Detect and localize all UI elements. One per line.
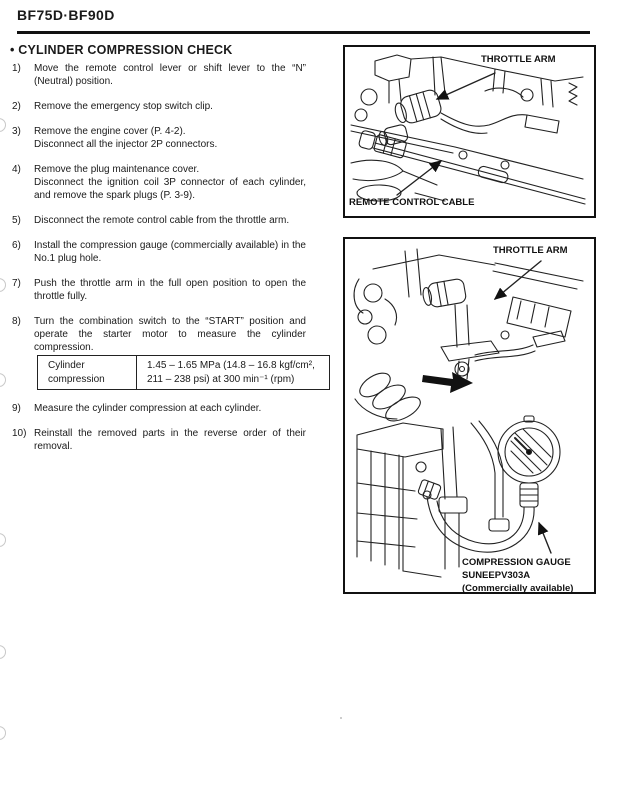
- gauge-label-line: SUNEEPV303A: [462, 570, 531, 581]
- label-arrow: [437, 73, 495, 99]
- throttle-arm-label: THROTTLE ARM: [481, 54, 556, 65]
- binder-hole-mark: [0, 278, 6, 292]
- step-text: Install the compression gauge (commercially available) in the No.1 plug hole.: [34, 240, 306, 264]
- binder-hole-mark: [0, 373, 6, 387]
- step-number: 5): [12, 215, 21, 226]
- step-text: Remove the engine cover (P. 4-2).: [34, 126, 186, 137]
- step-text: Remove the emergency stop switch clip.: [34, 101, 213, 112]
- step-number: 10): [12, 428, 27, 439]
- section-title: [10, 44, 306, 57]
- step-number: 3): [12, 126, 21, 137]
- hand-drawing: [355, 368, 424, 426]
- binder-hole-mark: [0, 726, 6, 740]
- remote-control-cable-label: REMOTE CONTROL CABLE: [349, 197, 475, 208]
- header-rule: [17, 31, 590, 34]
- step-8: [10, 315, 306, 354]
- compression-gauge-label: [462, 556, 573, 595]
- step-text: Remove the plug maintenance cover.: [34, 164, 200, 175]
- remote-control-cable-drawing: [358, 130, 585, 204]
- step-number: 6): [12, 240, 21, 251]
- step-number: 9): [12, 403, 21, 414]
- spec-value-cell: [137, 356, 330, 390]
- gauge-label-line: COMPRESSION GAUGE: [462, 557, 571, 568]
- step-5: [10, 214, 306, 227]
- table-row: [38, 356, 330, 390]
- binder-hole-mark: [0, 533, 6, 547]
- step-text: Disconnect all the injector 2P connectors.: [34, 139, 218, 150]
- step-10: [10, 427, 306, 453]
- step-text: Reinstall the removed parts in the reverse order of their removal.: [34, 428, 306, 452]
- compression-spec-table: [37, 355, 330, 390]
- compression-gauge-drawing: [418, 416, 560, 552]
- page-title: BF75D·BF90D: [17, 7, 115, 23]
- step-text: Measure the cylinder compression at each cylinder.: [34, 403, 262, 414]
- gauge-label-line: (Commercially available): [462, 583, 574, 594]
- step-text: Turn the combination switch to the “START” position and operate the starter motor to measure the cylinder compression.: [34, 316, 306, 353]
- step-9: [10, 402, 306, 415]
- step-text: Move the remote control lever or shift lever to the “N” (Neutral) position.: [34, 63, 306, 87]
- procedure-column: [10, 43, 315, 465]
- section-title-text: CYLINDER COMPRESSION CHECK: [18, 43, 233, 57]
- step-7: [10, 277, 306, 303]
- step-2: [10, 100, 306, 113]
- engine-illustration-2: [345, 239, 590, 588]
- step-text: Disconnect the ignition coil 3P connector of each cylinder, and remove the spark plugs (P. 3-9).: [34, 177, 306, 201]
- label-arrow: [397, 161, 441, 195]
- throttle-arm-linkage-drawing: [421, 278, 565, 381]
- throttle-arm-drawing: [377, 88, 559, 147]
- step-number: 2): [12, 101, 21, 112]
- spec-value-line: 211 – 238 psi) at 300 min⁻¹ (rpm): [147, 373, 295, 385]
- step-number: 4): [12, 164, 21, 175]
- binder-hole-mark: [0, 118, 6, 132]
- throttle-arm-label: THROTTLE ARM: [493, 245, 568, 256]
- spec-label-cell: Cylinder compression: [38, 356, 137, 390]
- step-6: [10, 239, 306, 265]
- step-4: [10, 163, 306, 202]
- spec-value-line: 1.45 – 1.65 MPa (14.8 – 16.8 kgf/cm²,: [147, 360, 315, 371]
- section-bullet: •: [10, 43, 15, 57]
- figure-remote-control-cable: [343, 45, 596, 218]
- figure-compression-gauge: [343, 237, 596, 594]
- step-text: Push the throttle arm in the full open position to open the throttle fully.: [34, 278, 306, 302]
- scan-dot: [340, 717, 342, 719]
- engine-illustration-1: [345, 47, 590, 212]
- engine-block-drawing: [351, 55, 583, 201]
- step-3: [10, 125, 306, 151]
- step-number: 7): [12, 278, 21, 289]
- step-text: Disconnect the remote control cable from the throttle arm.: [34, 215, 290, 226]
- step-1: [10, 62, 306, 88]
- label-arrow: [539, 523, 551, 553]
- step-number: 8): [12, 316, 21, 327]
- step-number: 1): [12, 63, 21, 74]
- binder-hole-mark: [0, 645, 6, 659]
